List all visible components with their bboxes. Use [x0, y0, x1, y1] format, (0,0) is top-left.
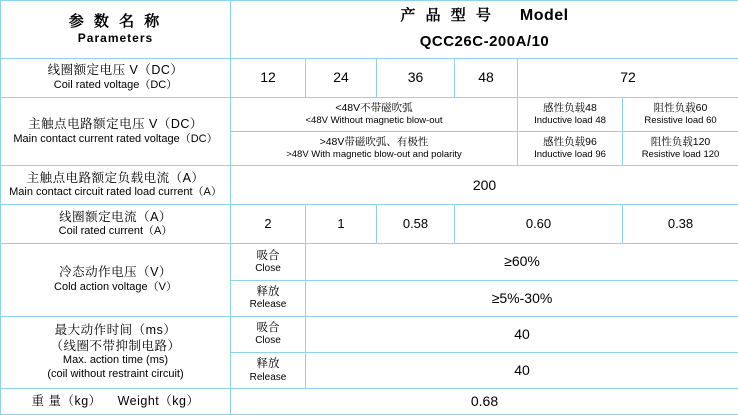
main-contact-voltage-label-cn: 主触点电路额定电压 V（DC）: [28, 116, 203, 131]
coil-voltage-12: 12: [231, 58, 306, 97]
main-contact-current-value: 200: [231, 166, 738, 205]
model-header-word: Model: [519, 7, 569, 25]
row-weight: [1, 389, 738, 415]
weight-label-en: Weight（kg）: [117, 393, 200, 408]
coil-voltage-48: 48: [455, 58, 518, 97]
coil-voltage-72: 72: [518, 58, 738, 97]
main-contact-voltage-label: [1, 98, 231, 166]
coil-rated-current-label: [1, 205, 231, 244]
row-coil-rated-current: [1, 205, 738, 244]
weight-label: [1, 389, 231, 415]
coil-rated-voltage-label-cn: 线圈额定电压 V（DC）: [47, 63, 184, 78]
weight-label-text: [4, 394, 227, 410]
cold-action-voltage-label: [1, 244, 231, 316]
resistive-load-60-en: Resistive load 60: [644, 115, 717, 127]
parameters-header-cell: [1, 1, 231, 59]
max-action-time-label-en-1: Max. action time (ms): [62, 354, 169, 367]
coil-voltage-24: 24: [306, 58, 377, 97]
no-blowout-cell: [231, 98, 518, 132]
max-action-time-label-cn-2: （线圈不带抑制电路）: [50, 338, 181, 353]
row-main-contact-current: [1, 166, 738, 205]
max-action-time-label: [1, 316, 231, 388]
max-action-close-cn: 吸合: [256, 322, 280, 335]
inductive-load-48-cn: 感性负载48: [543, 102, 597, 115]
resistive-load-120-en: Resistive load 120: [641, 149, 720, 161]
cold-action-close-value: ≥60%: [306, 244, 738, 280]
coil-current-12: 2: [231, 205, 306, 244]
main-contact-voltage-label-en: Main contact current rated voltage（DC）: [13, 132, 218, 145]
coil-current-24: 1: [306, 205, 377, 244]
main-contact-current-label-en: Main contact circuit rated load current（A）: [9, 186, 222, 199]
with-blowout-cn: >48V带磁吹弧、有极性: [319, 136, 429, 149]
max-action-close-en: Close: [255, 335, 281, 347]
coil-current-36: 0.58: [377, 205, 455, 244]
cold-action-release-label: [231, 280, 306, 316]
resistive-load-120-cn: 阻性负载120: [650, 136, 711, 149]
max-action-close-value: 40: [306, 316, 738, 352]
model-header-cn: 产 品 型 号: [400, 7, 494, 25]
main-contact-current-label: [1, 166, 231, 205]
cold-action-close-label: [231, 244, 306, 280]
resistive-load-120-cell: [623, 132, 738, 166]
no-blowout-cn: <48V不带磁吹弧: [335, 102, 413, 115]
row-coil-rated-voltage: [1, 58, 738, 97]
cold-action-voltage-label-cn: 冷态动作电压（V）: [59, 265, 172, 280]
inductive-load-96-en: Inductive load 96: [534, 149, 606, 161]
inductive-load-48-en: Inductive load 48: [534, 115, 606, 127]
model-code: QCC26C-200A/10: [419, 33, 550, 51]
cold-action-close-en: Close: [255, 262, 281, 274]
parameters-header-en: Parameters: [77, 31, 154, 46]
cold-action-release-cn: 释放: [256, 285, 280, 298]
max-action-time-label-en-2: (coil without restraint circuit): [47, 368, 184, 381]
resistive-load-60-cn: 阻性负载60: [653, 102, 708, 115]
coil-rated-voltage-label-en: Coil rated voltage（DC）: [53, 78, 178, 91]
coil-voltage-36: 36: [377, 58, 455, 97]
cold-action-release-en: Release: [249, 299, 287, 311]
coil-rated-current-label-cn: 线圈额定电流（A）: [59, 209, 172, 224]
max-action-release-en: Release: [249, 371, 287, 383]
inductive-load-96-cell: [518, 132, 623, 166]
resistive-load-60-cell: [623, 98, 738, 132]
max-action-release-label: [231, 353, 306, 389]
weight-label-cn: 重 量（kg）: [31, 393, 102, 408]
no-blowout-en: <48V Without magnetic blow-out: [305, 115, 443, 127]
model-header-cell: [231, 1, 738, 59]
parameters-header-cn: 参 数 名 称: [68, 12, 163, 30]
cold-action-release-value: ≥5%-30%: [306, 280, 738, 316]
weight-value: 0.68: [231, 389, 738, 415]
with-blowout-en: >48V With magnetic blow-out and polarity: [286, 149, 462, 161]
max-action-close-label: [231, 316, 306, 352]
table-header-row: [1, 1, 738, 59]
inductive-load-96-cn: 感性负载96: [543, 136, 597, 149]
cold-action-close-cn: 吸合: [256, 249, 280, 262]
with-blowout-cell: [231, 132, 518, 166]
row-max-action-close: [1, 316, 738, 352]
inductive-load-48-cell: [518, 98, 623, 132]
main-contact-current-label-cn: 主触点电路额定负载电流（A）: [26, 170, 205, 185]
cold-action-voltage-label-en: Cold action voltage（V）: [54, 281, 177, 294]
coil-rated-current-label-en: Coil rated current（A）: [58, 225, 173, 238]
max-action-time-label-cn-1: 最大动作时间（ms）: [54, 323, 177, 338]
max-action-release-value: 40: [306, 353, 738, 389]
max-action-release-cn: 释放: [256, 358, 280, 371]
coil-current-48: 0.60: [455, 205, 623, 244]
row-cold-action-close: [1, 244, 738, 280]
coil-current-72: 0.38: [623, 205, 738, 244]
row-main-contact-voltage-no-blowout: [1, 98, 738, 132]
coil-rated-voltage-label: [1, 58, 231, 97]
